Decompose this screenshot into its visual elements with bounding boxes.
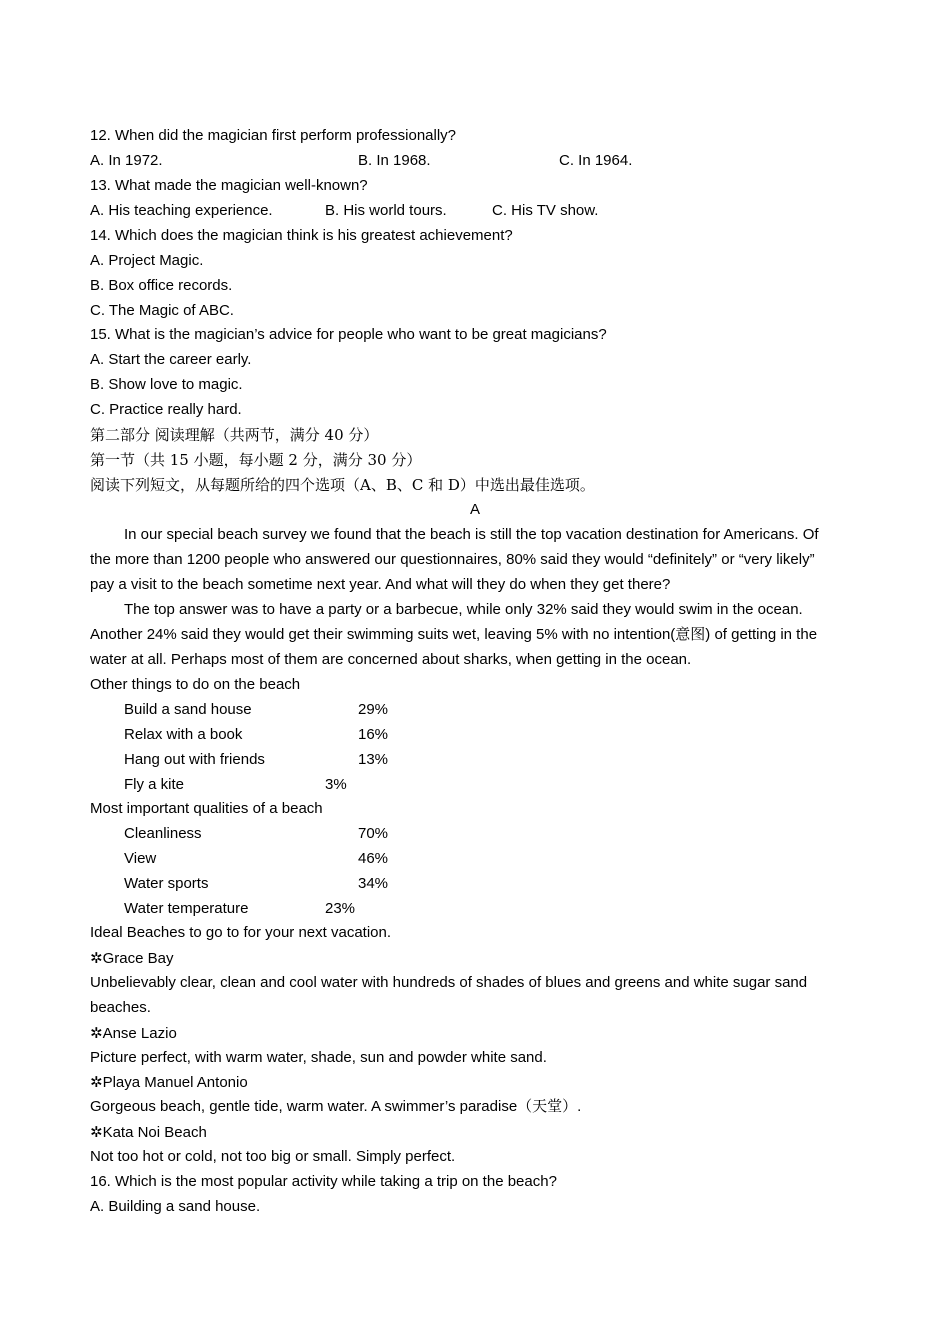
quality-label: Cleanliness — [124, 825, 202, 842]
quality-value: 34% — [358, 875, 389, 892]
star-bullet-icon: ✲ — [90, 949, 103, 967]
passage-label: A — [469, 501, 480, 518]
question-13-option-a: A. His teaching experience. — [90, 202, 273, 219]
beach-description: Unbelievably clear, clean and cool water with hundreds of shades of blues and greens and white sugar sand — [90, 974, 808, 991]
beach-name: Grace Bay — [102, 950, 174, 967]
question-14-stem: 14. Which does the magician think is his greatest achievement? — [90, 227, 513, 244]
beach-description: Not too hot or cold, not too big or small. Simply perfect. — [90, 1148, 456, 1165]
question-14-option-a: A. Project Magic. — [90, 252, 204, 269]
question-13-stem: 13. What made the magician well-known? — [90, 177, 368, 194]
quality-value: 23% — [325, 900, 356, 917]
question-12-option-b: B. In 1968. — [358, 152, 431, 169]
other-things-label: Hang out with friends — [124, 751, 265, 768]
passage-p1-line-1: In our special beach survey we found that the beach is still the top vacation destination for Americans. Of — [124, 526, 819, 543]
other-things-value: 16% — [358, 726, 389, 743]
star-bullet-icon: ✲ — [90, 1123, 103, 1141]
question-16-option-a: A. Building a sand house. — [90, 1198, 261, 1215]
quality-label: Water sports — [124, 875, 209, 892]
star-bullet-icon: ✲ — [90, 1024, 103, 1042]
question-12-stem: 12. When did the magician first perform professionally? — [90, 127, 457, 144]
beach-description-cont: beaches. — [90, 999, 151, 1016]
beach-name-line — [90, 1023, 177, 1044]
part-2-heading: 第二部分 阅读理解（共两节，满分 40 分） — [90, 426, 379, 444]
question-14-option-b: B. Box office records. — [90, 277, 233, 294]
other-things-value: 13% — [358, 751, 389, 768]
beach-name-line — [90, 1072, 248, 1093]
question-13-option-b: B. His world tours. — [325, 202, 447, 219]
question-13-option-c: C. His TV show. — [492, 202, 599, 219]
question-15-option-a: A. Start the career early. — [90, 351, 252, 368]
star-bullet-icon: ✲ — [90, 1073, 103, 1091]
other-things-label: Fly a kite — [124, 776, 185, 793]
other-things-value: 29% — [358, 701, 389, 718]
section-1-heading: 第一节（共 15 小题，每小题 2 分，满分 30 分） — [90, 451, 422, 469]
passage-p1-line-3: pay a visit to the beach sometime next year. And what will they do when they get there? — [90, 576, 671, 593]
other-things-label: Build a sand house — [124, 701, 252, 718]
question-12-option-a: A. In 1972. — [90, 152, 163, 169]
passage-p2-line-2: Another 24% said they would get their swimming suits wet, leaving 5% with no intention(意图) of getting in the — [90, 626, 818, 643]
beach-name: Anse Lazio — [102, 1025, 177, 1042]
beach-name: Kata Noi Beach — [102, 1124, 207, 1141]
question-15-option-c: C. Practice really hard. — [90, 401, 242, 418]
beaches-heading: Ideal Beaches to go to for your next vacation. — [90, 924, 392, 941]
quality-label: Water temperature — [124, 900, 249, 917]
passage-p2-line-3: water at all. Perhaps most of them are concerned about sharks, when getting in the ocean. — [90, 651, 692, 668]
beach-description: Picture perfect, with warm water, shade, sun and powder white sand. — [90, 1049, 547, 1066]
beach-name-line — [90, 1122, 207, 1143]
quality-value: 70% — [358, 825, 389, 842]
quality-label: View — [124, 850, 157, 867]
question-14-option-c: C. The Magic of ABC. — [90, 302, 234, 319]
beach-description: Gorgeous beach, gentle tide, warm water. A swimmer’s paradise（天堂）. — [90, 1098, 582, 1115]
question-15-option-b: B. Show love to magic. — [90, 376, 243, 393]
beach-name: Playa Manuel Antonio — [102, 1074, 248, 1091]
question-12-option-c: C. In 1964. — [559, 152, 633, 169]
passage-p2-line-1: The top answer was to have a party or a barbecue, while only 32% said they would swim in the ocean. — [124, 601, 803, 618]
other-things-heading: Other things to do on the beach — [90, 676, 301, 693]
question-15-stem: 15. What is the magician’s advice for people who want to be great magicians? — [90, 326, 607, 343]
passage-p1-line-2: the more than 1200 people who answered our questionnaires, 80% said they would “definitely” or “very likely” — [90, 551, 815, 568]
other-things-label: Relax with a book — [124, 726, 243, 743]
question-16-stem: 16. Which is the most popular activity while taking a trip on the beach? — [90, 1173, 557, 1190]
other-things-value: 3% — [325, 776, 347, 793]
instructions: 阅读下列短文，从每题所给的四个选项（A、B、C 和 D）中选出最佳选项。 — [90, 476, 595, 494]
qualities-heading: Most important qualities of a beach — [90, 800, 323, 817]
beach-name-line — [90, 948, 173, 969]
quality-value: 46% — [358, 850, 389, 867]
